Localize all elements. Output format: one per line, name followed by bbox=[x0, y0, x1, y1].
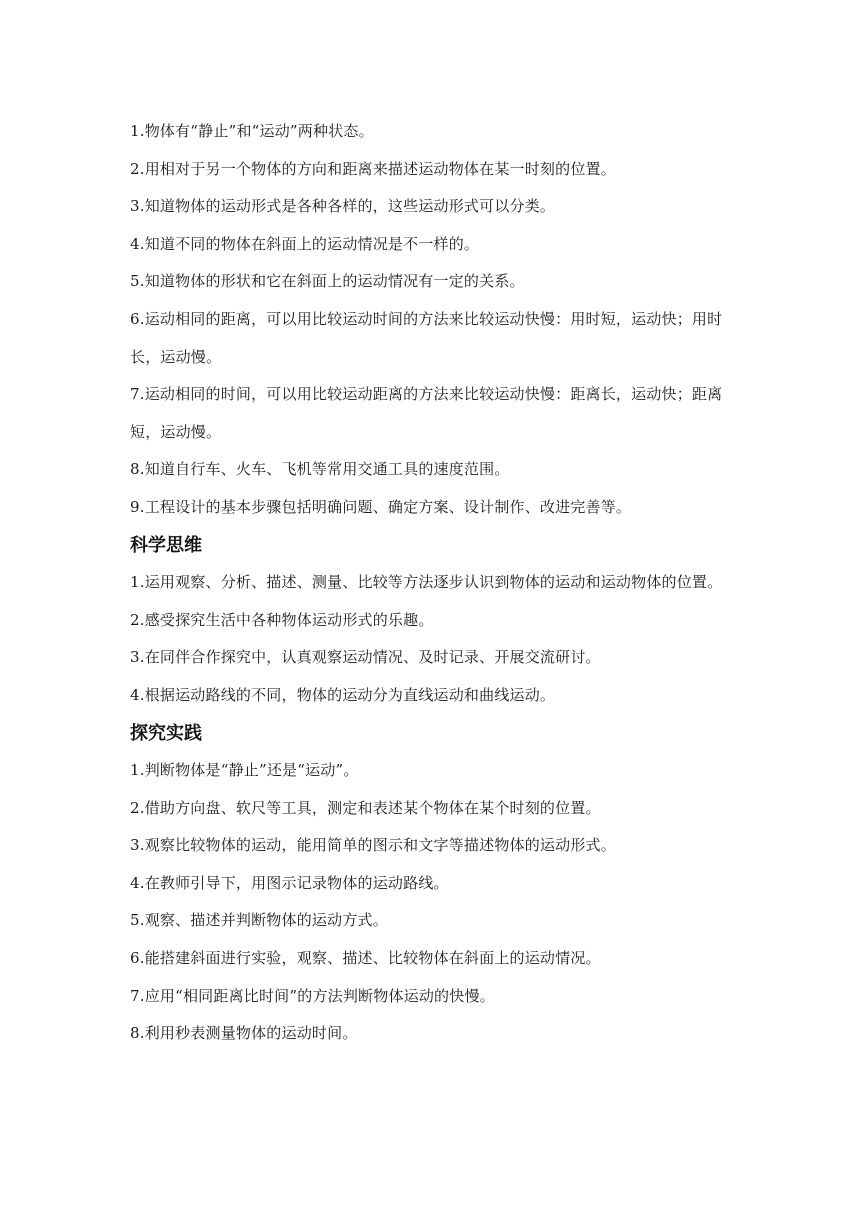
list-item: 9.工程设计的基本步骤包括明确问题、确定方案、设计制作、改进完善等。 bbox=[130, 497, 632, 516]
section-heading-practice: 探究实践 bbox=[130, 722, 202, 744]
list-item: 3.在同伴合作探究中，认真观察运动情况、及时记录、开展交流研讨。 bbox=[130, 648, 601, 667]
list-item: 8.利用秒表测量物体的运动时间。 bbox=[130, 1024, 358, 1043]
list-item: 6.运动相同的距离，可以用比较运动时间的方法来比较运动快慢：用时短，运动快；用时长，运动慢。 bbox=[130, 309, 723, 366]
list-item: 4.知道不同的物体在斜面上的运动情况是不一样的。 bbox=[130, 234, 480, 253]
document-page bbox=[130, 113, 734, 1053]
section-heading-thinking: 科学思维 bbox=[130, 534, 202, 556]
thinking-section bbox=[130, 527, 734, 715]
list-item: 5.知道物体的形状和它在斜面上的运动情况有一定的关系。 bbox=[130, 272, 525, 291]
list-item: 1.物体有“静止”和“运动”两种状态。 bbox=[130, 122, 374, 140]
list-item: 3.知道物体的运动形式是各种各样的，这些运动形式可以分类。 bbox=[130, 197, 556, 216]
list-item: 4.根据运动路线的不同，物体的运动分为直线运动和曲线运动。 bbox=[130, 685, 556, 704]
list-item: 7.应用“相同距离比时间”的方法判断物体运动的快慢。 bbox=[130, 986, 495, 1005]
list-item: 3.观察比较物体的运动，能用简单的图示和文字等描述物体的运动形式。 bbox=[130, 836, 616, 855]
list-item: 1.判断物体是“静止”还是“运动”。 bbox=[130, 761, 359, 780]
list-item: 7.运动相同的时间，可以用比较运动距离的方法来比较运动快慢：距离长，运动快；距离短，运动慢。 bbox=[130, 385, 723, 441]
list-item: 8.知道自行车、火车、飞机等常用交通工具的速度范围。 bbox=[130, 460, 510, 479]
practice-section bbox=[130, 715, 734, 1053]
knowledge-section bbox=[130, 113, 734, 527]
list-item: 1.运用观察、分析、描述、测量、比较等方法逐步认识到物体的运动和运动物体的位置。 bbox=[130, 573, 723, 592]
list-item: 2.感受探究生活中各种物体运动形式的乐趣。 bbox=[130, 610, 434, 629]
list-item: 4.在教师引导下，用图示记录物体的运动路线。 bbox=[130, 873, 449, 892]
list-item: 2.借助方向盘、软尺等工具，测定和表述某个物体在某个时刻的位置。 bbox=[130, 798, 601, 817]
list-item: 5.观察、描述并判断物体的运动方式。 bbox=[130, 911, 388, 930]
list-item: 6.能搭建斜面进行实验，观察、描述、比较物体在斜面上的运动情况。 bbox=[130, 949, 601, 968]
list-item: 2.用相对于另一个物体的方向和距离来描述运动物体在某一时刻的位置。 bbox=[130, 159, 616, 178]
